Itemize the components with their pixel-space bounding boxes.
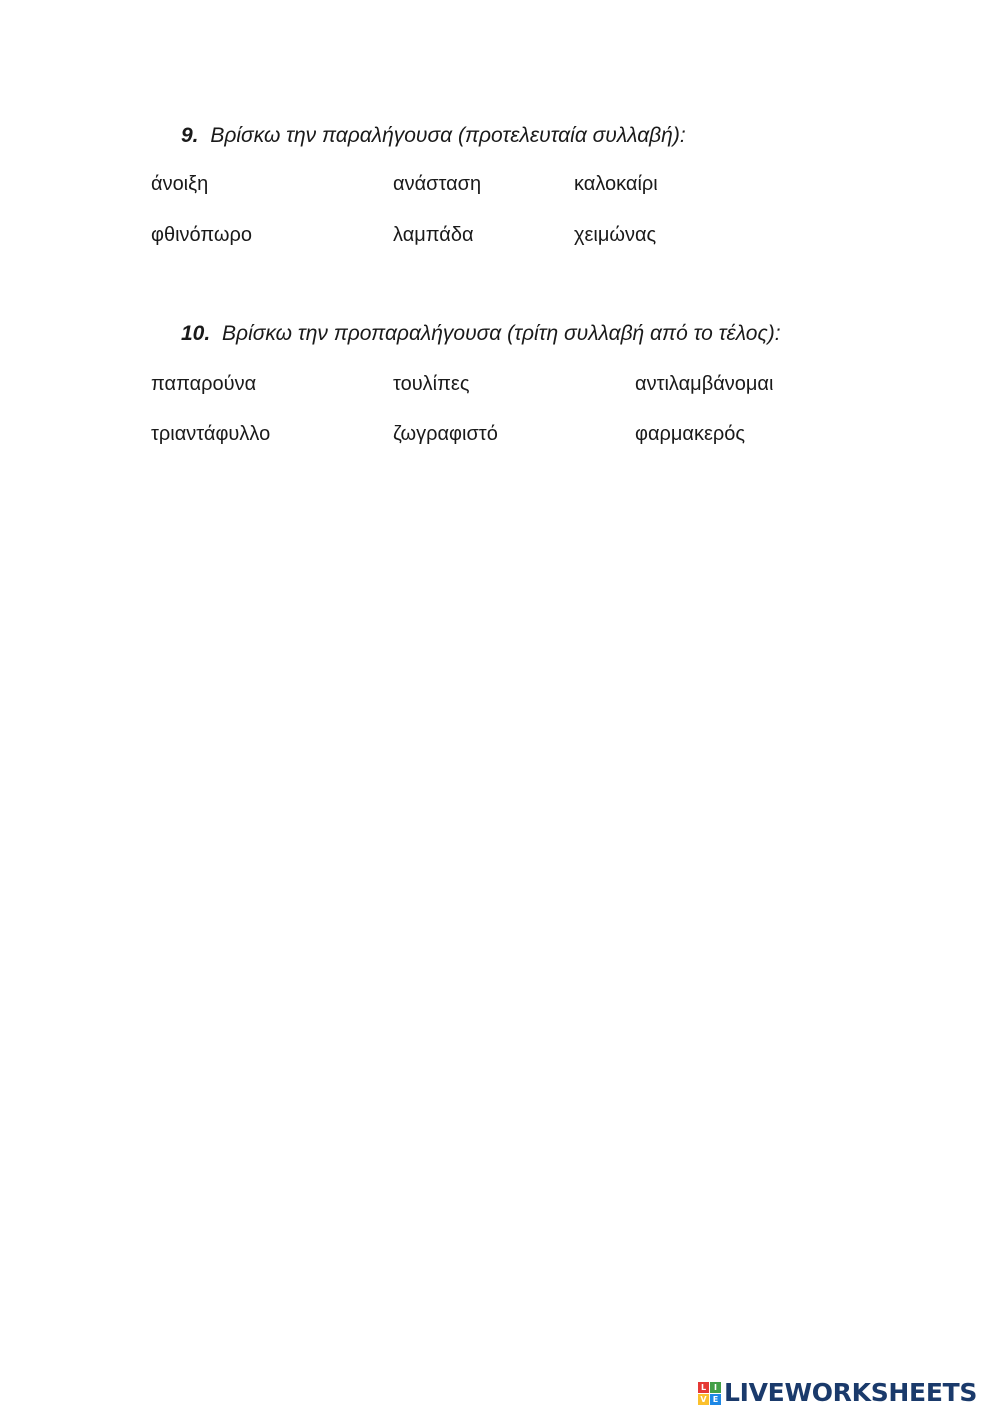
word-item[interactable]: τριαντάφυλλο (151, 423, 271, 445)
word-item[interactable]: λαμπάδα (393, 224, 474, 246)
section-10-instruction: Βρίσκω την προπαραλήγουσα (τρίτη συλλαβή από το τέλος): (222, 322, 781, 345)
liveworksheets-logo-icon (698, 1382, 721, 1405)
word-item[interactable]: φθινόπωρο (151, 224, 253, 246)
section-10-heading (181, 322, 781, 346)
logo-mark-square: E (710, 1394, 721, 1405)
section-9-instruction: Βρίσκω την παραλήγουσα (προτελευταία συλλαβή): (210, 124, 686, 147)
word-item[interactable]: αντιλαμβάνομαι (635, 373, 774, 395)
logo-mark-square: V (698, 1394, 709, 1405)
section-10-number: 10. (181, 322, 211, 345)
logo-mark-square: I (710, 1382, 721, 1393)
word-item[interactable]: καλοκαίρι (574, 173, 658, 195)
word-item[interactable]: χειμώνας (574, 224, 657, 246)
logo-mark-square: L (698, 1382, 709, 1393)
word-item[interactable]: ανάσταση (393, 173, 482, 195)
word-item[interactable]: ζωγραφιστό (393, 423, 498, 445)
word-item[interactable]: φαρμακερός (635, 423, 746, 445)
liveworksheets-logo (698, 1377, 977, 1409)
word-item[interactable]: τουλίπες (393, 373, 470, 395)
section-9-heading (181, 124, 686, 148)
word-item[interactable]: άνοιξη (151, 173, 209, 195)
section-9-number: 9. (181, 124, 199, 147)
logo-text: LIVEWORKSHEETS (724, 1378, 978, 1407)
word-item[interactable]: παπαρούνα (151, 373, 257, 395)
